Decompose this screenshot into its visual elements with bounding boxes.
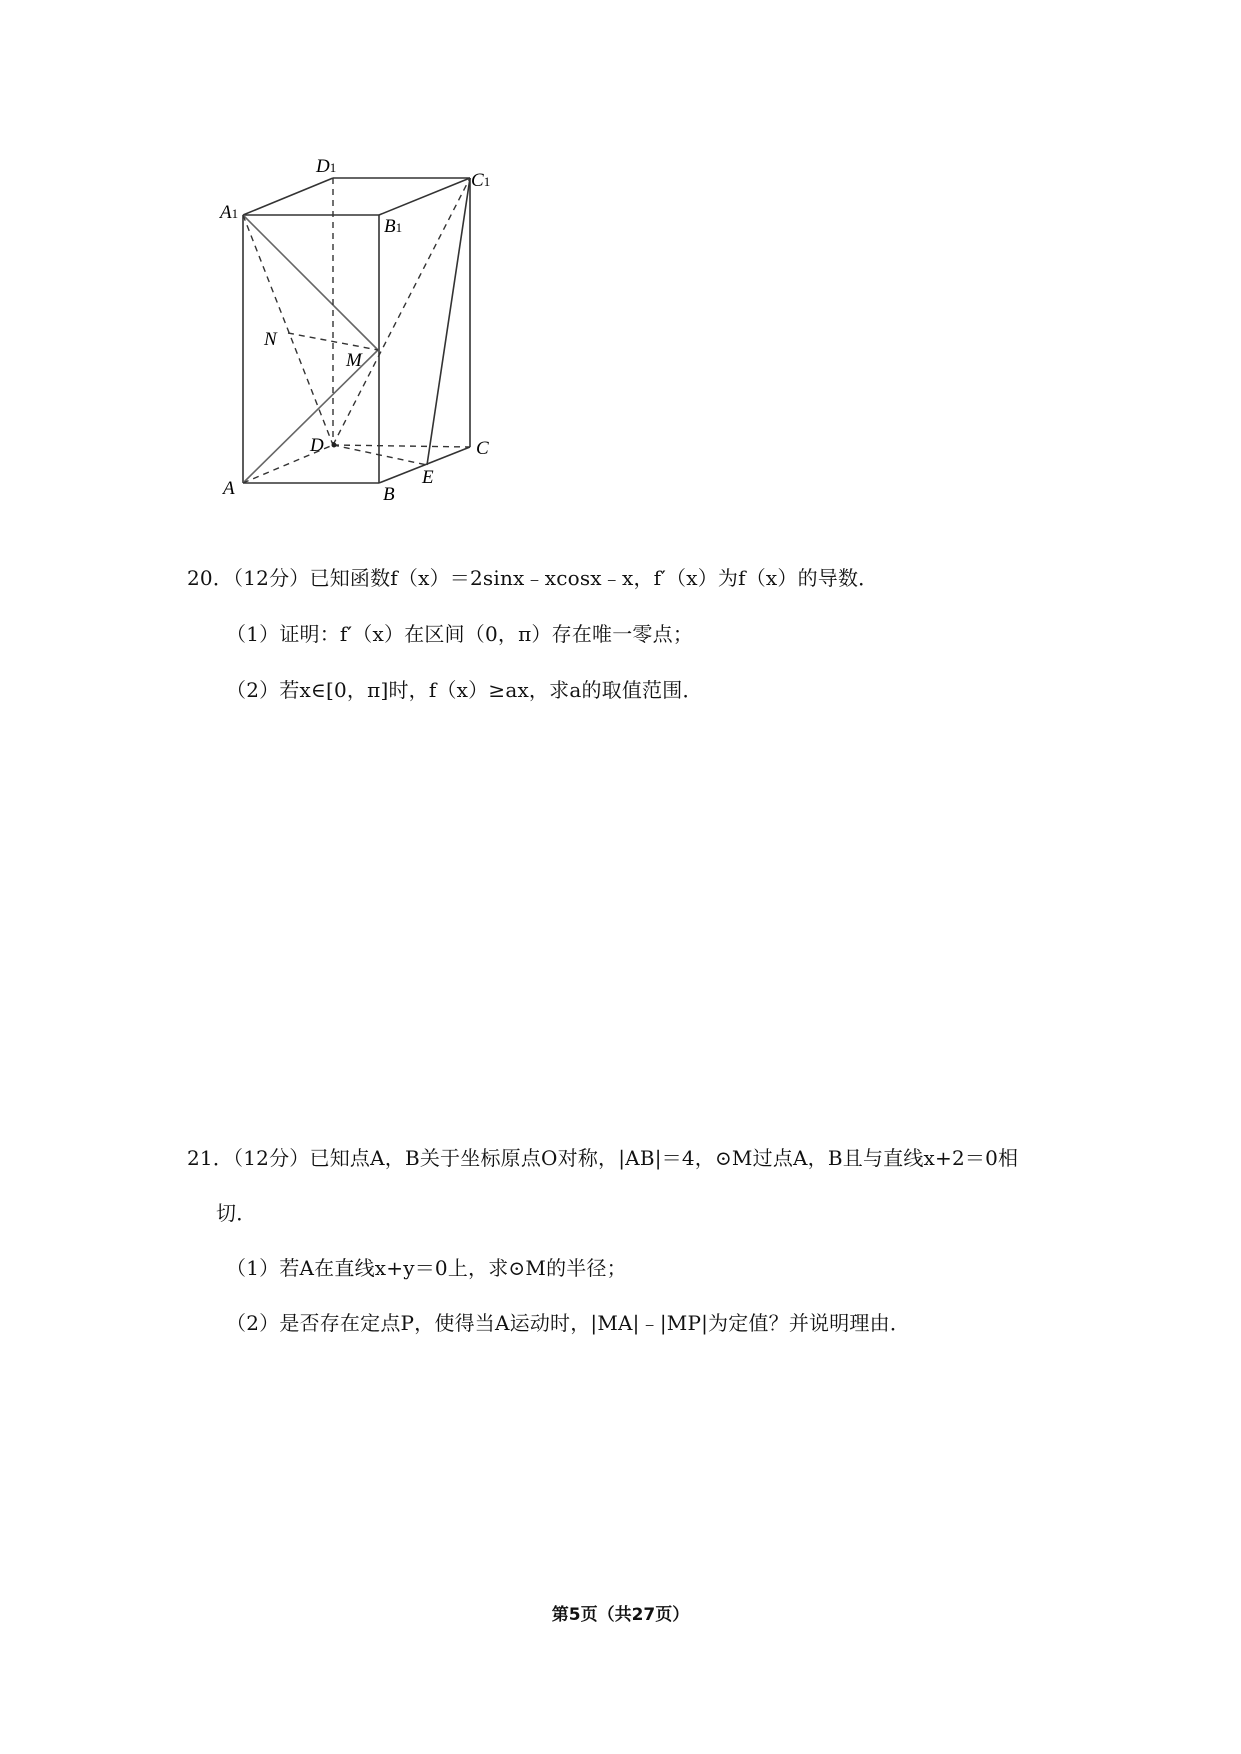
q21-stem: 21．（12分）已知点A，B关于坐标原点O对称，|AB|＝4，⊙M过点A，B且与直线x+2＝0相	[187, 1146, 1019, 1170]
q20-stem: 20．（12分）已知函数f（x）＝2sinx﹣xcosx﹣x，f′（x）为f（x）的导数．	[187, 566, 879, 590]
label-a1: A1	[220, 202, 239, 223]
edge-a1-d1	[243, 178, 333, 215]
label-d1: D1	[316, 156, 337, 177]
label-d: D	[310, 435, 324, 456]
page-footer: 第5页（共27页）	[551, 1605, 690, 1625]
segment-a1-d	[243, 215, 333, 445]
segment-c1-e	[427, 178, 470, 465]
label-c: C	[476, 438, 489, 459]
q21-part1: （1）若A在直线x+y＝0上，求⊙M的半径；	[226, 1256, 627, 1280]
segment-d-e	[333, 445, 427, 465]
label-a: A	[223, 478, 235, 499]
q20-part1: （1）证明：f′（x）在区间（0，π）存在唯一零点；	[226, 622, 694, 646]
label-c1: C1	[471, 170, 491, 191]
edge-b1-c1	[379, 178, 470, 215]
point-d	[332, 443, 337, 448]
q21-part2: （2）是否存在定点P，使得当A运动时，|MA|﹣|MP|为定值？并说明理由．	[226, 1311, 911, 1335]
label-m: M	[346, 350, 362, 371]
label-e: E	[422, 467, 434, 488]
label-b1: B1	[384, 216, 403, 237]
edge-d-c	[333, 445, 470, 447]
label-b: B	[383, 484, 395, 505]
q21-stem-cont: 切．	[216, 1201, 257, 1225]
rectangular-prism-figure	[0, 0, 560, 520]
q20-part2: （2）若x∈[0，π]时，f（x）≥ax，求a的取值范围．	[226, 678, 703, 702]
label-n: N	[264, 329, 277, 350]
